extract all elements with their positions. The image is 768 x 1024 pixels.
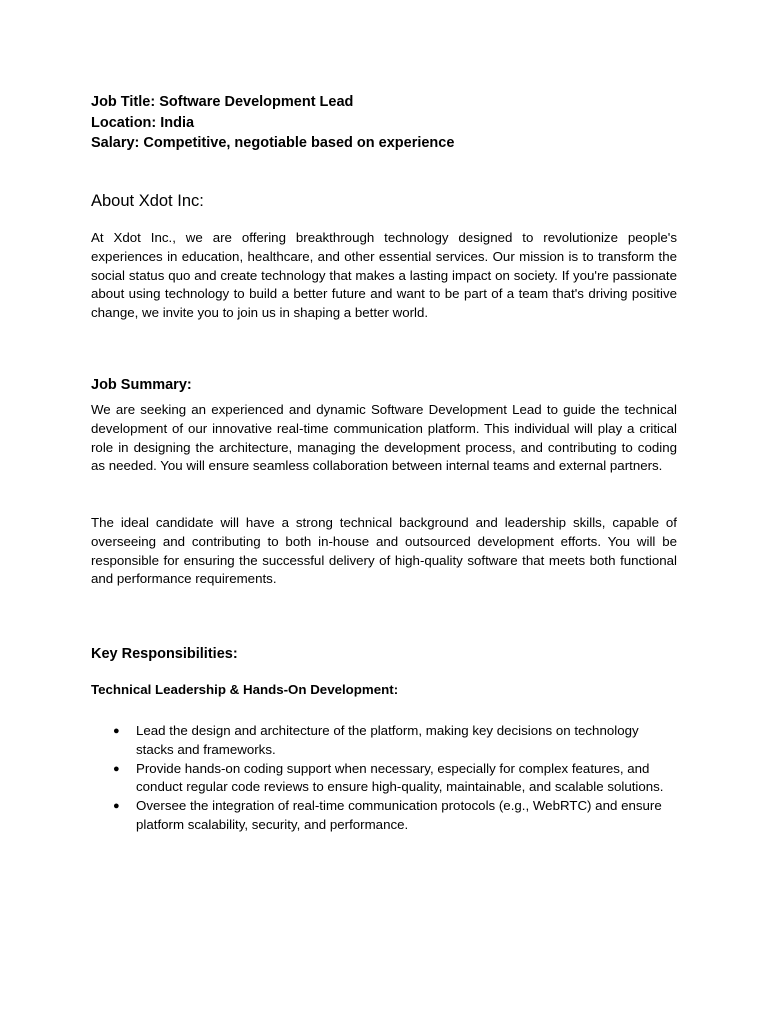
about-paragraph: At Xdot Inc., we are offering breakthrough technology designed to revolutionize people's experiences in education, healthcare, and other essential services. Our mission is to transform the social status quo and create technology that makes a lasting impact on society. If you're passionate about using technology to build a better future and want to be part of a team that's driving positive change, we invite you to join us in shaping a better world. [91,230,677,321]
job-meta [91,92,691,154]
list-item-text: Provide hands-on coding support when necessary, especially for complex features, and conduct regular code reviews to ensure high-quality, maintainable, and scalable solutions. [136,760,664,795]
about-heading: About Xdot Inc: [91,192,204,210]
list-item-text: Lead the design and architecture of the platform, making key decisions on technology stacks and frameworks. [136,723,639,757]
responsibilities-heading: Key Responsibilities: [91,646,238,662]
list-item-text: Oversee the integration of real-time communication protocols (e.g., WebRTC) and ensure platform scalability, security, and performance. [136,798,662,832]
summary-paragraph: The ideal candidate will have a strong technical background and leadership skills, capable of overseeing and contributing to both in-house and outsourced development efforts. You will be responsible for ensuring the successful delivery of high-quality software that meets both functional and performance requirements. [91,515,677,587]
job-location: Location: India [91,114,195,131]
responsibilities-list [91,722,681,835]
responsibilities-subheading: Technical Leadership & Hands-On Development: [91,682,399,697]
summary-heading: Job Summary: [91,377,192,393]
list-item [91,722,671,760]
bullet-icon: ● [113,762,120,775]
list-item [91,797,671,835]
job-title: Job Title: Software Development Lead [91,94,354,110]
bullet-icon: ● [113,725,120,737]
bullet-icon: ● [113,800,120,813]
summary-paragraph: We are seeking an experienced and dynamic Software Development Lead to guide the technical development of our innovative real-time communication platform. This individual will play a critical role in designing the architecture, managing the development process, and contributing to coding as needed. You will ensure seamless collaboration between internal teams and external partners. [91,402,677,474]
job-salary: Salary: Competitive, negotiable based on experience [91,135,455,151]
list-item [91,760,671,798]
